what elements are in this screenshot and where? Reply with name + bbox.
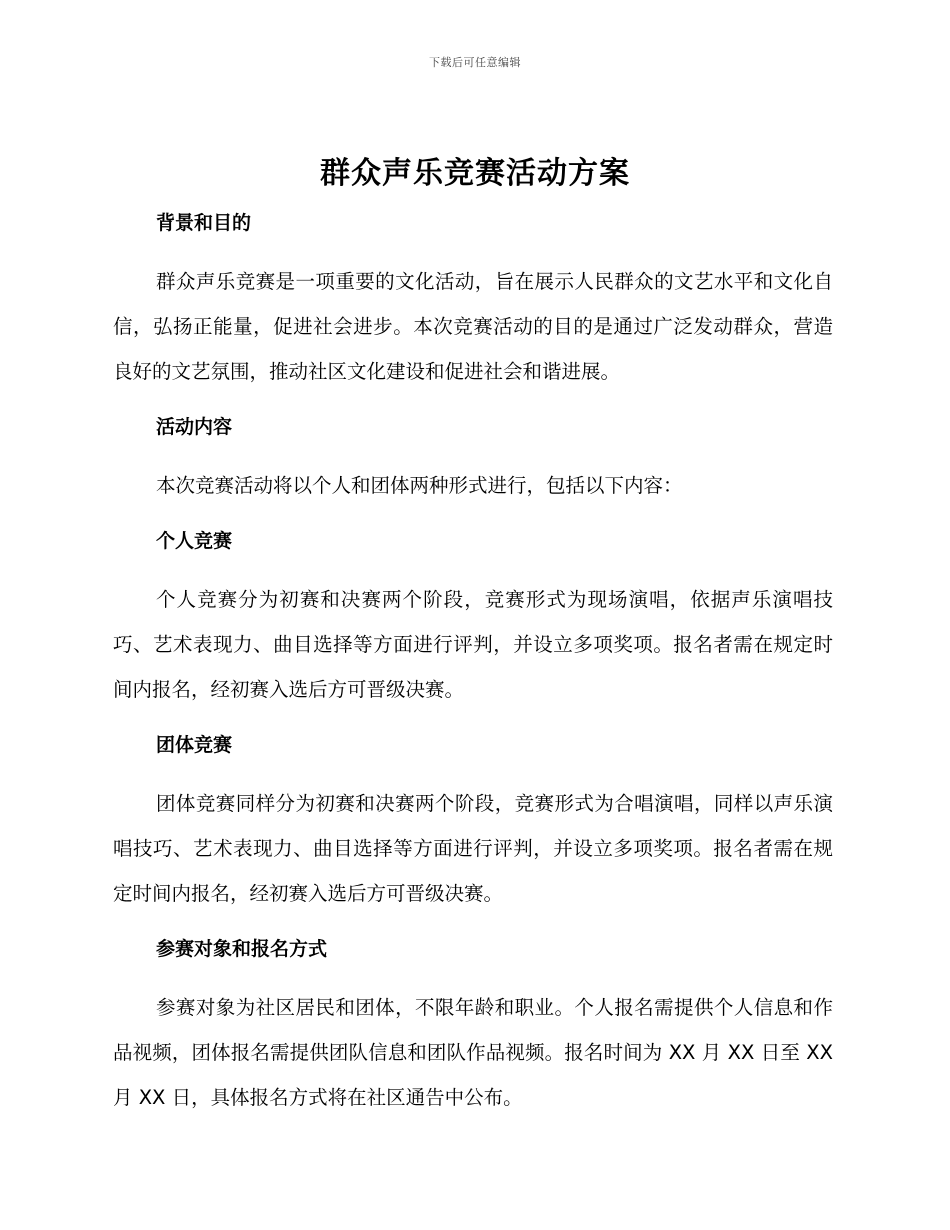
section-heading: 活动内容 [156,416,233,438]
section-background [113,204,833,408]
section-paragraph: 本次竞赛活动将以个人和团体两种形式进行，包括以下内容： [156,474,683,497]
document-title: 群众声乐竞赛活动方案 [320,156,630,191]
section-activity-content [113,408,833,522]
section-paragraph: 参赛对象为社区居民和团体，不限年龄和职业。个人报名需提供个人信息和作品视频，团体报名需提供团队信息和团队作品视频。报名时间为 XX 月 XX 日至 XX 月 XX 日，具体报名方式将在社区通告中公布。 [113,996,833,1109]
header-note: 下载后可任意编辑 [429,56,521,69]
section-paragraph: 个人竞赛分为初赛和决赛两个阶段，竞赛形式为现场演唱，依据声乐演唱技巧、艺术表现力、曲目选择等方面进行评判，并设立多项奖项。报名者需在规定时间内报名，经初赛入选后方可晋级决赛。 [113,588,833,701]
document-body [113,204,833,1120]
section-heading: 团体竞赛 [156,734,233,756]
section-heading: 背景和目的 [156,212,252,234]
section-participants-registration [113,930,833,1120]
section-paragraph: 群众声乐竞赛是一项重要的文化活动，旨在展示人民群众的文艺水平和文化自信，弘扬正能量，促进社会进步。本次竞赛活动的目的是通过广泛发动群众，营造良好的文艺氛围，推动社区文化建设和促进社会和谐进展。 [113,270,833,383]
section-heading: 个人竞赛 [156,530,233,552]
section-paragraph: 团体竞赛同样分为初赛和决赛两个阶段，竞赛形式为合唱演唱，同样以声乐演唱技巧、艺术表现力、曲目选择等方面进行评判，并设立多项奖项。报名者需在规定时间内报名，经初赛入选后方可晋级决赛。 [113,792,833,905]
section-individual-competition [113,522,833,726]
section-heading: 参赛对象和报名方式 [156,938,328,960]
section-group-competition [113,726,833,930]
